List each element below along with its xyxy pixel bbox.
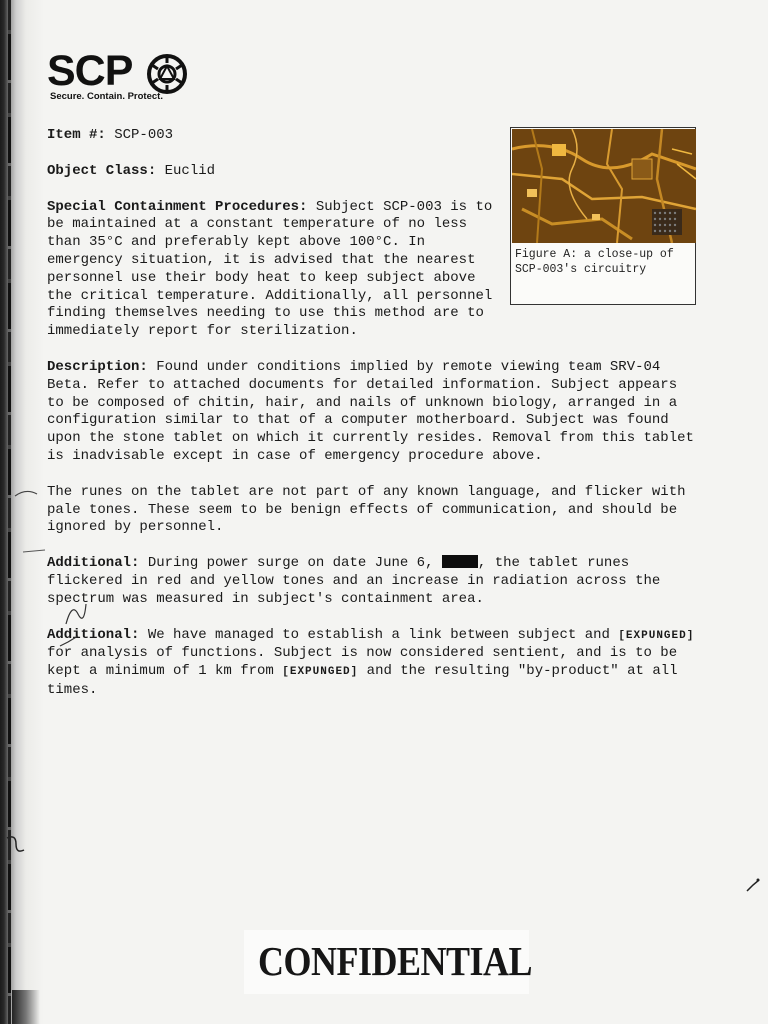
containment-procedures-label: Special Containment Procedures:: [47, 198, 308, 215]
document-body: [47, 127, 695, 718]
description-text: Found under conditions implied by remote viewing team SRV-04 Beta. Refer to attached documents for detailed information. Subject appears to be composed of chitin, hair, and nails of unknown biology, arranged in a configuration similar to that of a computer motherboard. Subject was found upon the stone tablet on which it currently resides. Removal from this tablet is inadvisable except in case of emergency procedure above.: [47, 358, 694, 464]
description-label: Description:: [47, 358, 148, 375]
scp-wordmark: SCP: [47, 47, 133, 95]
scanned-page-edge-shadow: [0, 0, 44, 1024]
additional-paragraph-1: [47, 555, 695, 608]
additional-1-text-after: , the tablet runes flickered in red and yellow tones and an increase in radiation across the spectrum was measured in subject's containment area.: [47, 555, 661, 607]
pen-tick-mark: [58, 634, 82, 650]
additional-paragraph-2: [47, 627, 695, 700]
scp-tagline: Secure. Contain. Protect.: [50, 91, 163, 102]
ink-speck-mark: [744, 876, 762, 894]
scanned-page-edge-line: [8, 0, 11, 1024]
margin-squiggle-mark: [4, 832, 26, 858]
margin-dash-mark: [22, 546, 46, 556]
redacted-bar: [442, 555, 478, 568]
additional-2-part-1: We have managed to establish a link between subject and: [147, 626, 610, 643]
figure-caption: Figure A: a close-up of SCP-003's circuitry: [515, 248, 674, 276]
scp-emblem-icon: [146, 53, 188, 95]
item-number-label: Item #:: [47, 127, 106, 143]
confidential-stamp: [244, 930, 533, 994]
scp-logo: [47, 48, 192, 108]
description-paragraph: [47, 359, 695, 466]
additional-2-part-2: for analysis of functions. Subject is now considered sentient, and is to be kept a minimum of 1 km from: [47, 645, 678, 680]
expunged-tag-2: [EXPUNGED]: [282, 666, 359, 679]
additional-label-1: Additional:: [47, 555, 140, 572]
scanned-page-corner-shadow: [12, 990, 40, 1024]
additional-label-2: Additional:: [47, 626, 140, 643]
confidential-stamp-text: CONFIDENTIAL: [258, 938, 533, 984]
expunged-tag-1: [EXPUNGED]: [618, 629, 695, 642]
item-number-line: [47, 127, 695, 145]
pen-scribble-mark: [62, 594, 90, 630]
additional-2-part-3: and the resulting "by-product" at all times.: [47, 663, 678, 698]
item-number-value: SCP-003: [114, 127, 174, 143]
object-class-line: [47, 163, 695, 181]
object-class-value: Euclid: [164, 162, 216, 179]
containment-procedures-paragraph: [47, 199, 502, 341]
object-class-label: Object Class:: [47, 162, 157, 179]
containment-procedures-text: Subject SCP-003 is to be maintained at a constant temperature of no less than 35°C and preferably kept above 100°C. In emergency situation, it is advised that the nearest personnel use their body heat to keep subject above the critical temperature. Additionally, all personnel finding themselves needing to use this method are to immediately report for sterilization.: [47, 198, 493, 340]
runes-paragraph: The runes on the tablet are not part of any known language, and flicker with pale tones. These seem to be benign effects of communication, and should be ignored by personnel.: [47, 483, 686, 536]
additional-1-text-before: During power surge on date June 6,: [147, 555, 434, 572]
margin-dash-mark: [14, 486, 38, 500]
